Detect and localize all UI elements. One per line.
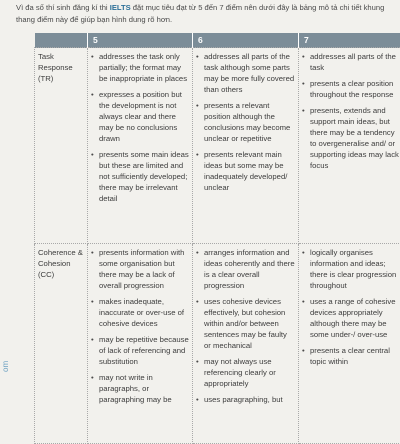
list-item: • may not write in paragraphs, or paragraphing may be <box>91 372 189 405</box>
list-item: • uses a range of cohesive devices appropriately although there may be some under-/ over-use <box>302 296 400 340</box>
list-item: • addresses all parts of the task <box>302 51 400 73</box>
list-item: • presents, extends and support main ideas, but there may be a tendency to overgeneralise and/ or supporting ideas may lack focus <box>302 105 400 171</box>
header-band-5: 5 <box>88 33 193 48</box>
page-side-mark: om <box>1 361 10 372</box>
header-band-6: 6 <box>193 33 299 48</box>
list-item: • presents a relevant position although the conclusions may become unclear or repetitive <box>196 100 295 144</box>
list-item: • addresses all parts of the task although some parts may be more fully covered than others <box>196 51 295 95</box>
header-band-7: 7 <box>299 33 400 48</box>
list-item: • logically organises information and ideas; there is clear progression throughout <box>302 247 400 291</box>
list-item: • makes inadequate, inaccurate or over-use of cohesive devices <box>91 296 189 329</box>
table-header-row <box>35 33 400 48</box>
list-item: • uses paragraphing, but <box>196 394 295 405</box>
list-item: • presents a clear position throughout the response <box>302 78 400 100</box>
list-item: • uses cohesive devices effectively, but cohesion within and/or between sentences may be faulty or mechanical <box>196 296 295 351</box>
band-6-cell <box>193 244 299 444</box>
intro-brand: IELTS <box>110 3 131 12</box>
criterion-label: Coherence & Cohesion (CC) <box>35 244 88 444</box>
band-5-cell <box>88 48 193 244</box>
header-criterion <box>35 33 88 48</box>
list-item: • may be repetitive because of lack of referencing and substitution <box>91 334 189 367</box>
intro-text-start: Vì đa số thí sinh đăng kí thi <box>16 3 110 12</box>
criterion-label: Task Response (TR) <box>35 48 88 244</box>
list-item: • may not always use referencing clearly or appropriately <box>196 356 295 389</box>
list-item: • presents a clear central topic within <box>302 345 400 367</box>
list-item: • arranges information and ideas coherently and there is a clear overall progression <box>196 247 295 291</box>
band-6-cell <box>193 48 299 244</box>
list-item: • presents some main ideas but these are limited and not sufficiently developed; there may be irrelevant detail <box>91 149 189 204</box>
list-item: • presents relevant main ideas but some may be inadequately developed/ unclear <box>196 149 295 193</box>
band-5-cell <box>88 244 193 444</box>
intro-paragraph <box>16 2 394 26</box>
list-item: • addresses the task only partially; the format may be inappropriate in places <box>91 51 189 84</box>
band-7-cell <box>299 244 400 444</box>
band-7-cell <box>299 48 400 244</box>
band-descriptor-table <box>34 33 400 444</box>
table-row <box>35 244 400 444</box>
intro-text-end: đặt mục tiêu đạt từ 5 đến 7 điểm nên dưới đây là bảng mô tả chi tiết khung thang điểm này để giúp bạn hình dung rõ hơn. <box>16 3 384 24</box>
list-item: • presents information with some organisation but there may be a lack of overall progression <box>91 247 189 291</box>
table-row <box>35 48 400 244</box>
list-item: • expresses a position but the development is not always clear and there may be no conclusions drawn <box>91 89 189 144</box>
